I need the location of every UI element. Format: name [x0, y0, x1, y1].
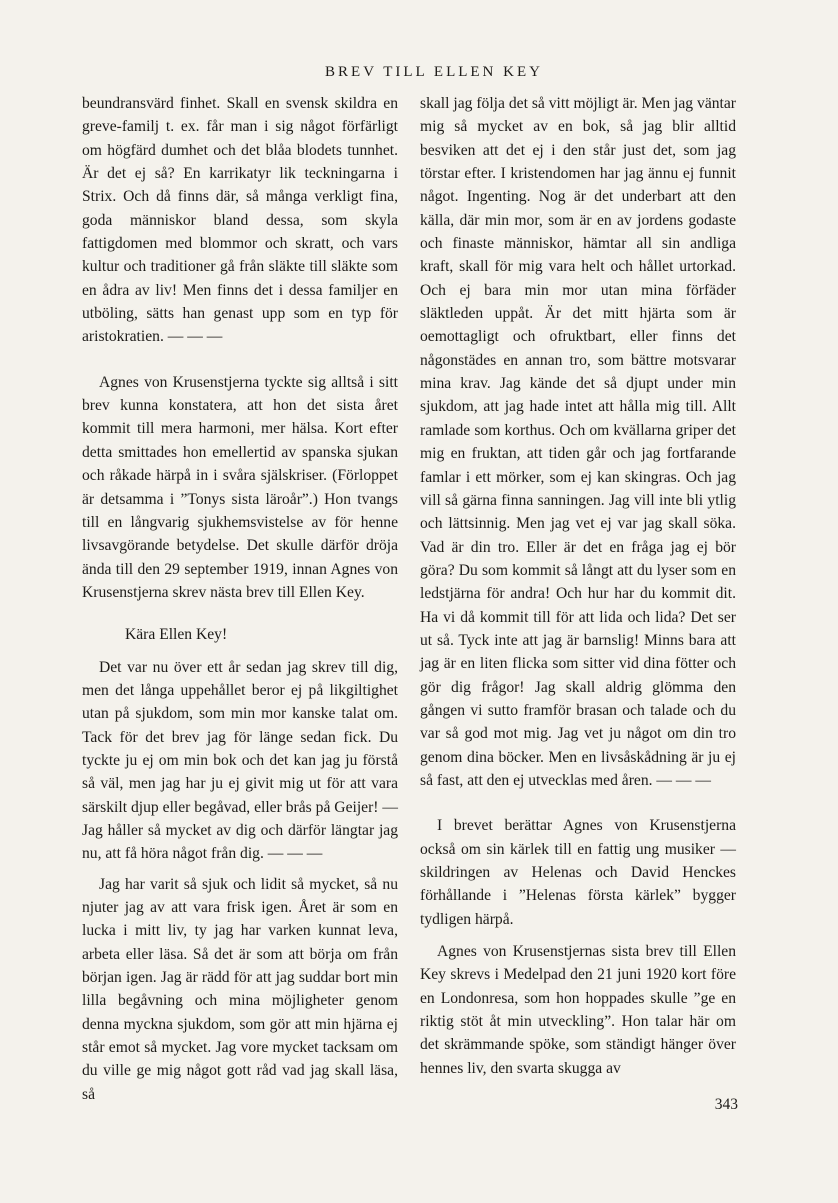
running-head: BREV TILL ELLEN KEY	[325, 64, 543, 80]
left-column	[82, 92, 398, 1106]
paragraph: I brevet berättar Agnes von Krusenstjerna också om sin kärlek till en fattig ung musiker — skildringen av Helenas och David Henckes förhållande i ”Helenas första kärlek” bygger tydligen härpå.	[420, 817, 736, 928]
letter-salutation: Kära Ellen Key!	[125, 626, 228, 644]
paragraph: skall jag följa det så vitt möjligt är. Men jag väntar mig så mycket av en bok, så jag blir alltid besviken att det ej i den står just det, som jag törstar efter. I kristendomen har jag ännu ej funnit något. Ingenting. Nog är det underbart att den källa, där min mor, som är en av jordens godaste och finaste människor, hämtar all sin andliga kraft, skall för mig vara helt och hållet urtorkad. Och ej bara min mor utan mina förfäder släktleden uppåt. Är det mitt hjärta som är oemottagligt och ofruktbart, eller finns det någonstädes en annan tro, som bättre motsvarar mina krav. Jag kände det så djupt under min sjukdom, att jag hade intet att hålla mig till. Allt ramlade som korthus. Och om kvällarna griper det mig en fruktan, att tiden går och jag fortfarande famlar i ett mörker, som ej kan skingras. Och jag vill så gärna finna sanningen. Jag vill inte bli ytlig och lättsinnig. Men jag vet ej var jag skall söka. Vad är din tro. Eller är det en fråga jag ej bör göra? Du som kommit så långt att du lyser som en ledstjärna för andra! Och hur har du kommit dit. Ha vi då kommit till för att lida och lida? Det ser ut så. Tyck inte att jag är barnslig! Minns bara att jag är en liten flicka som sitter vid dina fötter och gör dig frågor! Jag skall aldrig glömma den gången vi sutto framför brasan och talade och du var så god mot mig. Jag vet ju något om din tro genom dina böcker. Men en livsåskådning är ju ej så fast, att den ej utvecklas med åren. — — —	[420, 95, 736, 789]
paragraph: Agnes von Krusenstjerna tyckte sig alltså i sitt brev kunna konstatera, att hon det sista året kommit till mera harmoni, mer hälsa. Kort efter detta smittades hon emellertid av spanska sjukan och råkade härpå in i svåra själskriser. (Förloppet är detsamma i ”Tonys sista läroår”.) Hon tvangs till en långvarig sjukhemsvistelse av för henne livsavgörande betydelse. Det skulle därför dröja ända till den 29 september 1919, innan Agnes von Krusenstjerna skrev nästa brev till Ellen Key.	[82, 373, 398, 601]
paragraph: Det var nu över ett år sedan jag skrev till dig, men det långa uppehållet beror ej på likgiltighet utan på sjukdom, som min mor kanske talat om. Tack för det brev jag för länge sedan fick. Du tyckte ju ej om min bok och det kan jag ju förstå så väl, men jag har ju ej givit mig ut för att vara särskilt djup eller begåvad, eller brås på Geijer! — Jag håller så mycket av dig och därför längtar jag nu, att få höra något från dig. — — —	[82, 658, 398, 863]
page-number: 343	[714, 1096, 738, 1113]
paragraph: beundransvärd finhet. Skall en svensk skildra en greve-familj t. ex. får man i sig något förfärligt om högfärd dumhet och det blåa blodets tunnhet. Är det ej så? En karrikatyr lik teckningarna i Strix. Och då finns där, så många verkligt fina, goda människor bland dessa, som skyla fattigdomen med blommor och skratt, och vars kultur och traditioner gå från släkte till släkte som en ådra av liv! Men finns det i dessa familjer en utböling, sätts han genast upp som en typ för aristokratien. — — —	[82, 95, 398, 346]
paragraph: Jag har varit så sjuk och lidit så mycket, så nu njuter jag av att vara frisk igen. Året är som en lucka i mitt liv, ty jag har varken kunnat leva, arbeta eller läsa. Så det är som att börja om från början igen. Jag är rädd för att jag suddar bort min lilla begåvning och mina möjligheter genom denna myckna sjukdom, som gör att min hjärna ej står emot så mycket. Jag vore mycket tacksam om du ville ge mig något gott råd vad jag skall läsa, så	[82, 875, 398, 1103]
paragraph: Agnes von Krusenstjernas sista brev till Ellen Key skrevs i Medelpad den 21 juni 1920 kort före en Londonresa, som hon hoppades skulle ”ge en riktig stöt åt min utveckling”. Hon talar här om det skrämmande spöke, som ständigt hänger över hennes liv, den svarta skugga av	[420, 943, 736, 1077]
right-column	[420, 92, 736, 1080]
